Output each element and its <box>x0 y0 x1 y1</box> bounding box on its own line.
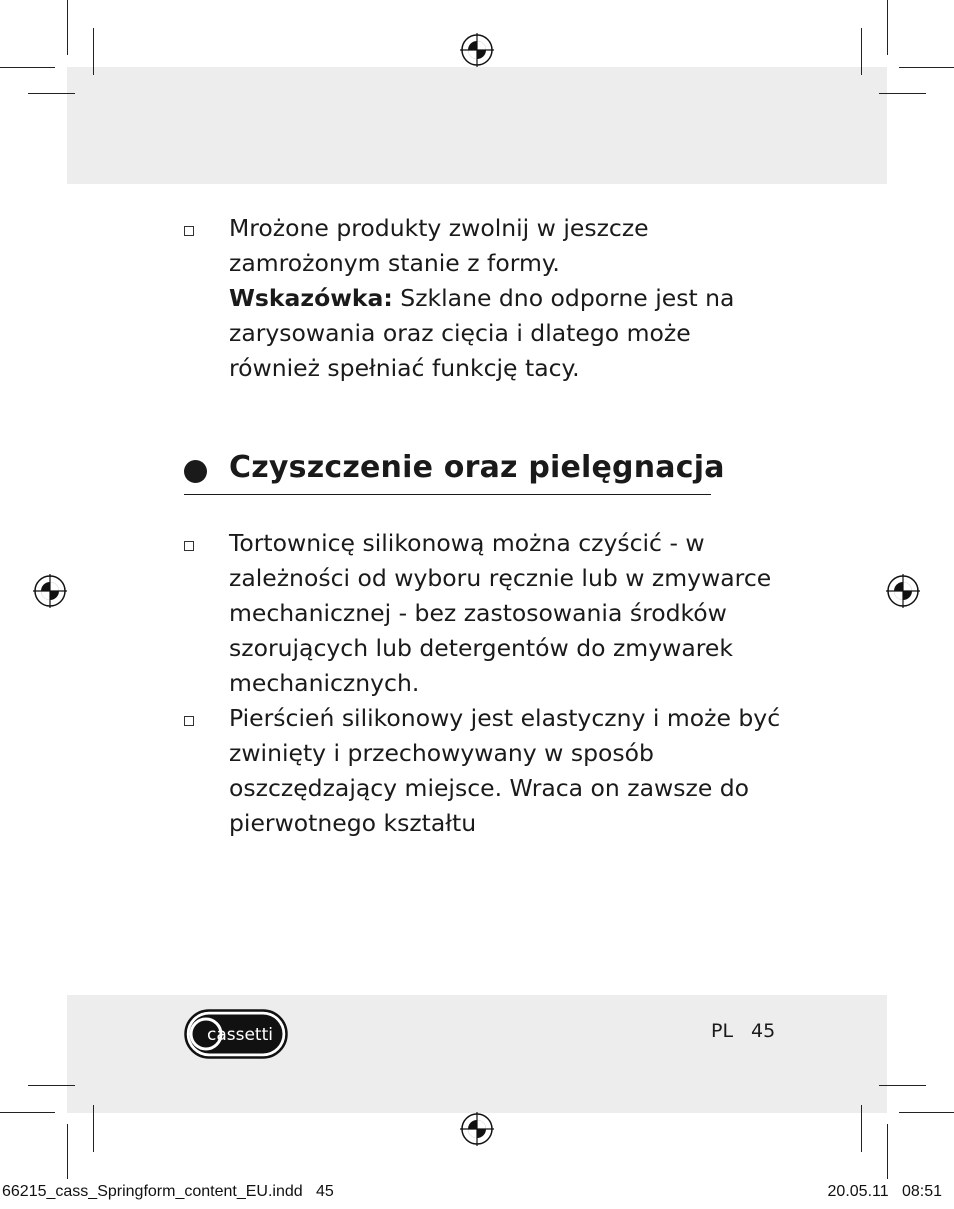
list-item-text: Pierścień silikonowy jest elastyczny i może być zwinięty i przechowywany w sposób oszczędzający miejsce. Wraca on zawsze do pierwotnego kształtu <box>229 704 781 837</box>
crop-mark <box>887 1124 888 1179</box>
crop-mark <box>887 0 888 55</box>
list-item <box>184 701 784 841</box>
section-heading <box>184 450 725 495</box>
crop-mark <box>67 0 68 55</box>
crop-mark <box>879 93 926 94</box>
checkbox-bullet-icon <box>184 226 194 236</box>
list-item-text: Tortownicę silikonową można czyścić - w zależności od wyboru ręcznie lub w zmywarce mechanicznej - bez zastosowania środków szorujących lub detergentów do zmywarek mechanicznych. <box>229 529 772 697</box>
slug-datetime-text: 20.05.11 08:51 <box>827 1183 942 1200</box>
note-paragraph <box>229 281 784 386</box>
list-item-text: Mrożone produkty zwolnij w jeszcze zamrożonym stanie z formy. <box>229 214 649 277</box>
language-code: PL <box>711 1020 734 1042</box>
crop-mark <box>861 1105 862 1152</box>
page-number: 45 <box>751 1020 776 1042</box>
crop-mark <box>861 28 862 75</box>
section-unmolding <box>184 211 784 386</box>
crop-mark <box>28 1085 75 1086</box>
cassetti-logo <box>184 1009 288 1059</box>
registration-mark-icon <box>460 33 494 67</box>
bullet-dot-icon <box>184 460 207 483</box>
registration-mark-icon <box>460 1112 494 1146</box>
slug-datetime <box>828 1183 942 1201</box>
crop-mark <box>0 1112 55 1113</box>
crop-mark <box>93 28 94 75</box>
checkbox-bullet-icon <box>184 541 194 551</box>
slug-filename <box>2 1183 334 1201</box>
slug-file-text: 66215_cass_Springform_content_EU.indd 45 <box>2 1183 334 1200</box>
note-text: Szklane dno odporne jest na zarysowania oraz cięcia i dlatego może również spełniać funkcję tacy. <box>229 284 735 382</box>
crop-mark <box>899 1112 954 1113</box>
crop-mark <box>67 1124 68 1179</box>
list-item <box>184 211 784 386</box>
logo-text: cassetti <box>207 1025 273 1045</box>
crop-mark <box>93 1105 94 1152</box>
note-label: Wskazówka: <box>229 284 393 312</box>
crop-mark <box>899 67 954 68</box>
registration-mark-icon <box>886 574 920 608</box>
registration-mark-icon <box>33 574 67 608</box>
crop-mark <box>879 1085 926 1086</box>
crop-mark <box>28 93 75 94</box>
list-item <box>184 526 784 701</box>
heading-title: Czyszczenie oraz pielęgnacja <box>229 450 725 485</box>
checkbox-bullet-icon <box>184 716 194 726</box>
section-cleaning <box>184 526 784 841</box>
crop-mark <box>0 67 55 68</box>
header-band <box>67 67 887 184</box>
page-info <box>711 1020 775 1042</box>
